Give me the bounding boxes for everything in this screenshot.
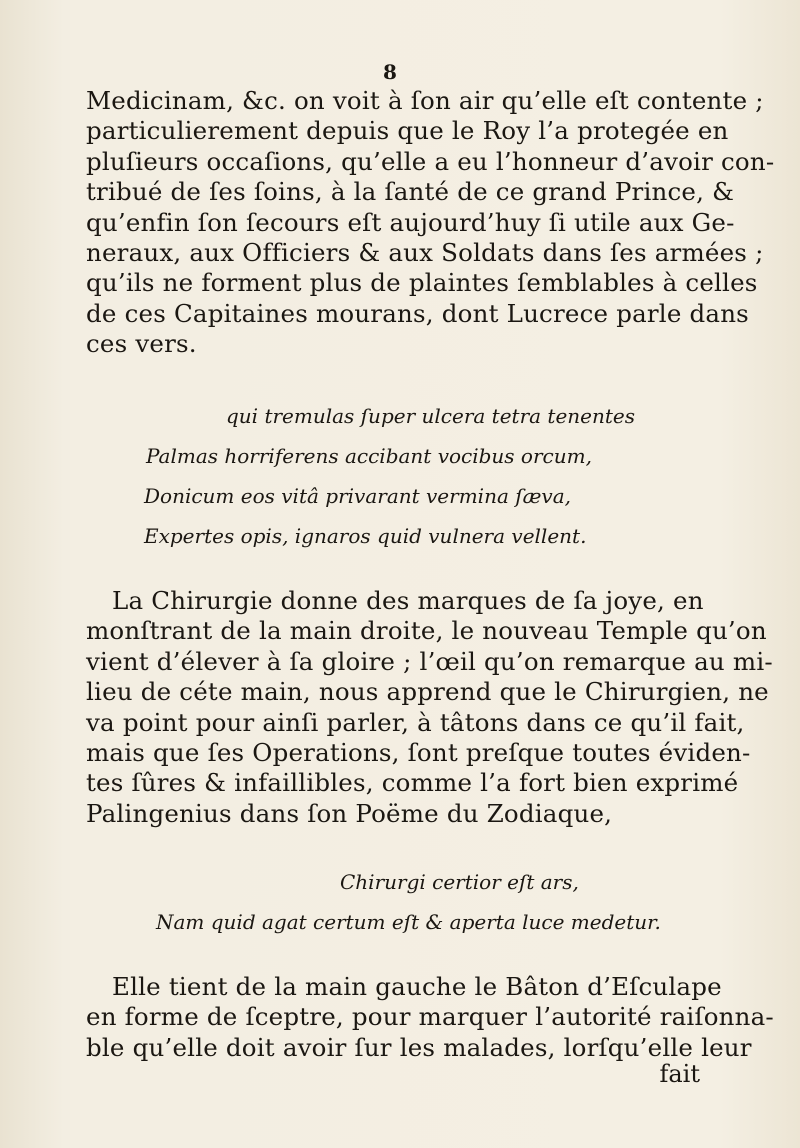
paragraph-line: Medicinam, &c. on voit à ſon air qu’elle eſt contente ;: [86, 86, 764, 115]
verse-line: Donicum eos vitâ privarant vermina ſæva,: [144, 484, 572, 508]
paragraph-line: pluſieurs occaſions, qu’elle a eu l’honneur d’avoir con-: [86, 146, 775, 176]
paragraph-line: tes ſûres & infaillibles, comme l’a fort bien exprimé: [86, 768, 739, 798]
paragraph-line: ces vers.: [86, 329, 197, 359]
paragraph-line: mais que ſes Operations, ſont preſque toutes éviden-: [86, 738, 751, 768]
paragraph-2: [86, 586, 773, 829]
paragraph-line: particulierement depuis que le Roy l’a protegée en: [86, 116, 729, 146]
paragraph-line: vient d’élever à ſa gloire ; l’œil qu’on remarque au mi-: [86, 646, 773, 676]
page-number: 8: [383, 60, 397, 84]
paragraph-line: monſtrant de la main droite, le nouveau Temple qu’on: [86, 616, 767, 646]
paragraph-line: de ces Capitaines mourans, dont Lucrece parle dans: [86, 298, 749, 328]
paragraph-line: La Chirurgie donne des marques de ſa joye, en: [112, 586, 704, 615]
verse-line: Nam quid agat certum eſt & aperta luce medetur.: [156, 910, 661, 934]
paragraph-line: Elle tient de la main gauche le Bâton d’Eſculape: [112, 972, 722, 1001]
paragraph-line: Palingenius dans ſon Poëme du Zodiaque,: [86, 798, 613, 828]
paragraph-1: [86, 86, 775, 360]
catchword: fait: [659, 1060, 700, 1088]
verse-line: Expertes opis, ignaros quid vulnera vellent.: [144, 524, 587, 548]
paragraph-line: lieu de céte main, nous apprend que le Chirurgien, ne: [86, 677, 769, 707]
paragraph-line: neraux, aux Officiers & aux Soldats dans ſes armées ;: [86, 238, 764, 268]
paragraph-line: qu’enfin ſon ſecours eſt aujourd’huy ſi utile aux Ge-: [86, 207, 735, 237]
paragraph-line: ble qu’elle doit avoir ſur les malades, lorſqu’elle leur: [86, 1032, 752, 1062]
verse-line: Palmas horriferens accibant vocibus orcum,: [146, 444, 592, 468]
paragraph-line: qu’ils ne forment plus de plaintes ſemblables à celles: [86, 268, 758, 298]
paragraph-line: en forme de ſceptre, pour marquer l’autorité raiſonna-: [86, 1002, 774, 1032]
paragraph-line: tribué de ſes ſoins, à la ſanté de ce grand Prince, &: [86, 177, 735, 207]
paragraph-line: va point pour ainſi parler, à tâtons dans ce qu’il fait,: [86, 707, 745, 737]
paragraph-3: [86, 972, 774, 1063]
verse-line: Chirurgi certior eſt ars,: [340, 870, 579, 894]
verse-line: qui tremulas ſuper ulcera tetra tenentes: [226, 404, 636, 428]
